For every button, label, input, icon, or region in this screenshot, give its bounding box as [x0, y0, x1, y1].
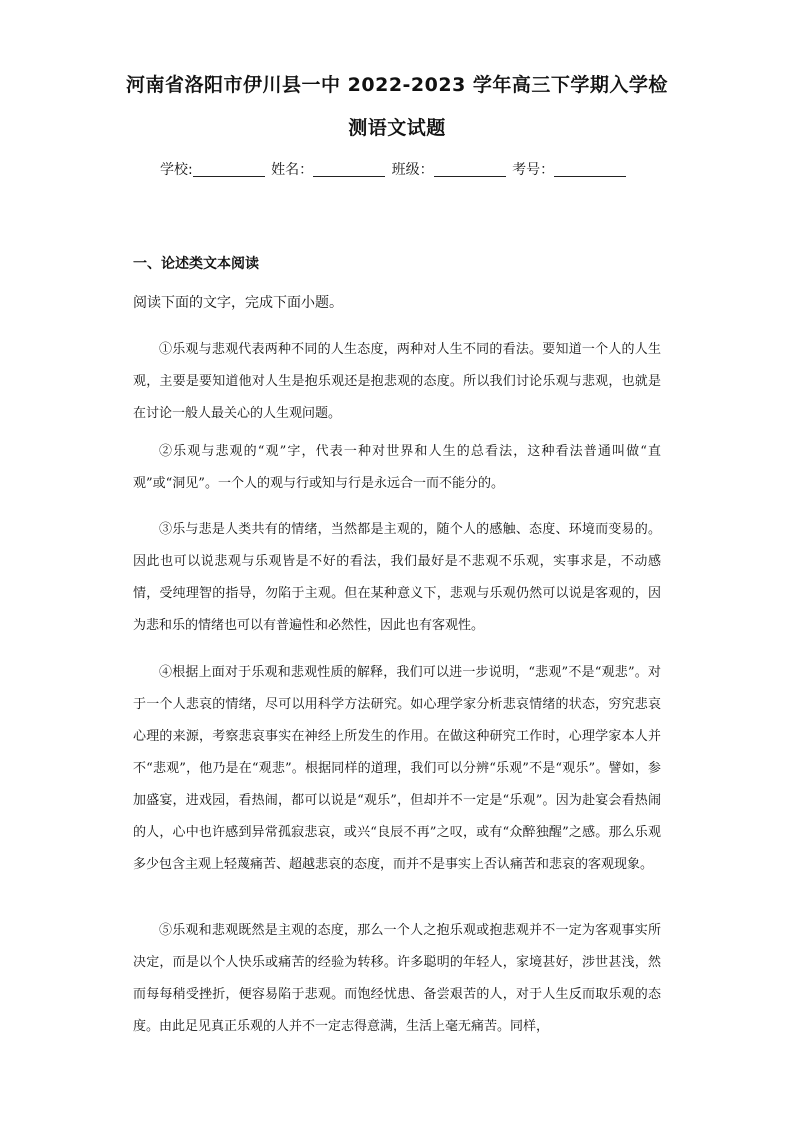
document-title-line-1: 河南省洛阳市伊川县一中 2022-2023 学年高三下学期入学检: [126, 74, 668, 96]
reading-instruction: 阅读下面的文字，完成下面小题。: [133, 295, 343, 311]
school-blank: [193, 162, 265, 177]
document-title-line-2: 测语文试题: [348, 117, 446, 139]
passage-paragraph-2: ②乐观与悲观的“观”字，代表一种对世界和人生的总看法，这种看法普通叫做“直观”或“洞见”。一个人的观与行或知与行是永远合一而不能分的。: [133, 444, 661, 491]
passage-paragraph-3: ③乐与悲是人类共有的情绪，当然都是主观的，随个人的感触、态度、环境而变易的。因此也可以说悲观与乐观皆是不好的看法，我们最好是不悲观不乐观，实事求是，不动感情，受纯理智的指导，勿陷于主观。但在某种意义下，悲观与乐观仍然可以说是客观的，因为悲和乐的情绪也可以有普遍性和必然性，因此也有客观性。: [133, 522, 661, 633]
exam-number-label: 考号：: [512, 162, 555, 178]
exam-number-blank: [554, 162, 626, 177]
name-label: 姓名：: [271, 162, 314, 178]
school-label: 学校:: [160, 162, 193, 178]
passage-paragraph-1: ①乐观与悲观代表两种不同的人生态度，两种对人生不同的看法。要知道一个人的人生观，主要是要知道他对人生是抱乐观还是抱悲观的态度。所以我们讨论乐观与悲观，也就是在讨论一般人最关心的人生观问题。: [133, 342, 661, 421]
passage-paragraph-5: ⑤乐观和悲观既然是主观的态度，那么一个人之抱乐观或抱悲观并不一定为客观事实所决定，而是以个人快乐或痛苦的经验为转移。许多聪明的年轻人，家境甚好，涉世甚浅，然而每每稍受挫折，便容易陷于悲观。而饱经忧患、备尝艰苦的人，对于人生反而取乐观的态度。由此足见真正乐观的人并不一定志得意满，生活上毫无痛苦。同样，: [133, 923, 661, 1034]
student-info-line: [160, 159, 640, 179]
name-blank: [313, 162, 385, 177]
passage-paragraph-4: ④根据上面对于乐观和悲观性质的解释，我们可以进一步说明，“悲观”不是“观悲”。对于一个人悲哀的情绪，尽可以用科学方法研究。如心理学家分析悲哀情绪的状态，穷究悲哀心理的来源，考察悲哀事实在神经上所发生的作用。在做这种研究工作时，心理学家本人并不“悲观”，他乃是在“观悲”。根据同样的道理，我们可以分辨“乐观”不是“观乐”。譬如，参加盛宴，进戏园，看热闹，都可以说是“观乐”，但却并不一定是“乐观”。因为赴宴会看热闹的人，心中也许感到异常孤寂悲哀，或兴“良辰不再”之叹，或有“众醉独醒”之感。那么乐观多少包含主观上轻蔑痛苦、超越悲哀的态度，而并不是事实上否认痛苦和悲哀的客观现象。: [133, 665, 661, 872]
class-label: 班级：: [391, 162, 434, 178]
class-blank: [434, 162, 506, 177]
section-heading: 一、论述类文本阅读: [133, 256, 259, 272]
